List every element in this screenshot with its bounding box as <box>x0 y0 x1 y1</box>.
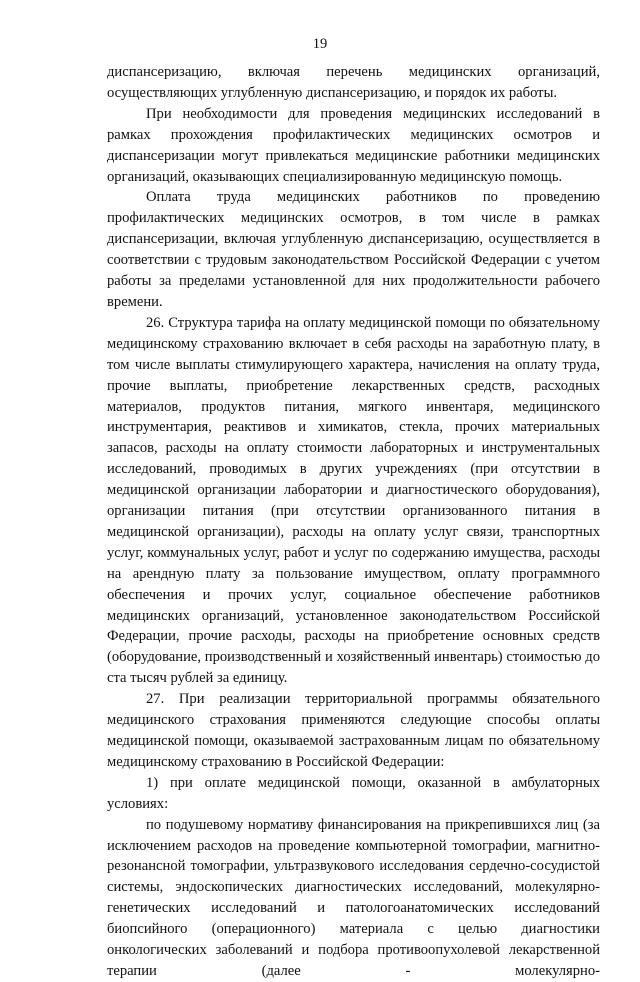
paragraph-labor-payment: Оплата труда медицинских работников по проведению профилактических медицинских осмотров, в том числе в рамках диспансеризации, включая углубленную диспансеризацию, осуществляется в соответствии с трудовым законодательством Российской Федерации с учетом работы за пределами установленной для них продолжительности рабочего времени. <box>107 189 600 310</box>
paragraph-intro-continuation: диспансеризацию, включая перечень медицинских организаций, осуществляющих углубленную диспансеризацию, и порядок их работы. <box>107 64 600 101</box>
document-body <box>107 62 600 982</box>
paragraph-item-1-outpatient: 1) при оплате медицинской помощи, оказанной в амбулаторных условиях: <box>107 774 600 812</box>
paragraph-per-capita-standard: по подушевому нормативу финансирования на прикрепившихся лиц (за исключением расходов на проведение компьютерной томографии, магнитно-резонансной томографии, ультразвукового исследования сердечно-сосудистой системы, эндоскопических диагностических исследований, молекулярно-генетических исследований и патологоанатомических исследований биопсийного (операционного) материала с целью диагностики онкологических заболеваний и подбора противоопухолевой лекарственной терапии (далее - молекулярно- <box>107 816 600 979</box>
paragraph-27-payment-methods: 27. При реализации территориальной программы обязательного медицинского страхования применяются следующие способы оплаты медицинской помощи, оказываемой застрахованным лицам по обязательному медицинскому страхованию в Российской Федерации: <box>107 691 600 770</box>
paragraph-26-tariff-structure: 26. Структура тарифа на оплату медицинской помощи по обязательному медицинскому страхованию включает в себя расходы на заработную плату, в том числе выплаты стимулирующего характера, начисления на оплату труда, прочие выплаты, приобретение лекарственных средств, расходных материалов, продуктов питания, мягкого инвентаря, медицинского инструментария, реактивов и химикатов, стекла, прочих материальных запасов, расходы на оплату стоимости лабораторных и инструментальных исследований, проводимых в других учреждениях (при отсутствии в медицинской организации лаборатории и диагностического оборудования), организации питания (при отсутствии организованного питания в медицинской организации), расходы на оплату услуг связи, транспортных услуг, коммунальных услуг, работ и услуг по содержанию имущества, расходы на арендную плату за пользование имуществом, оплату программного обеспечения и прочих услуг, социальное обеспечение работников медицинских организаций, установленное законодательством Российской Федерации, прочие расходы, расходы на приобретение основных средств (оборудование, производственный и хозяйственный инвентарь) стоимостью до ста тысяч рублей за единицу. <box>107 314 600 687</box>
paragraph-medical-research: При необходимости для проведения медицинских исследований в рамках прохождения профилактических медицинских осмотров и диспансеризации могут привлекаться медицинские работники медицинских организаций, оказывающих специализированную медицинскую помощь. <box>107 105 600 185</box>
page-number: 19 <box>312 36 328 52</box>
